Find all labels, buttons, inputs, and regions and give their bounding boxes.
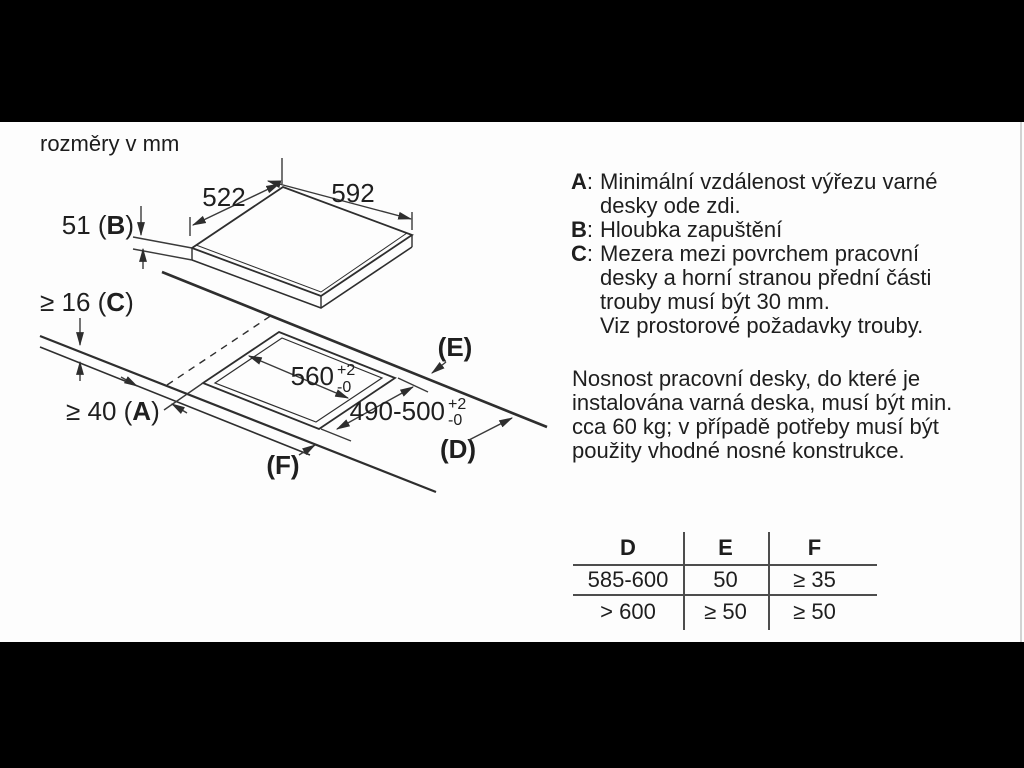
note-line: použity vhodné nosné konstrukce. <box>572 438 905 463</box>
legend-item-c: C: Mezera mezi povrchem pracovní desky a horní stranou přední části trouby musí být 30 mm. Viz prostorové požadavky trouby. <box>571 241 932 338</box>
ref-label-f: (F) <box>266 450 300 480</box>
table-cell: ≥ 50 <box>793 599 836 624</box>
ref-label-e: (E) <box>437 332 473 362</box>
table-header-e: E <box>718 535 733 560</box>
legend-a-line: Minimální vzdálenost výřezu varné <box>600 169 938 194</box>
table-cell: ≥ 50 <box>704 599 747 624</box>
legend-item-a: A: Minimální vzdálenost výřezu varné desky ode zdi. <box>571 169 938 218</box>
cutout-width-value: 560 <box>290 361 334 391</box>
cutout-depth-tol-minus: -0 <box>448 412 463 429</box>
cutout-width-tol-minus: -0 <box>337 379 352 396</box>
installation-diagram <box>0 122 560 642</box>
legend-c-line: Viz prostorové požadavky trouby. <box>600 313 924 338</box>
dashed-alignment-line <box>167 315 272 385</box>
legend-b-line: Hloubka zapuštění <box>600 217 783 242</box>
table-row <box>573 566 877 594</box>
cutout-width-tol-plus: +2 <box>337 362 356 379</box>
recess-extension-bottom <box>133 249 192 260</box>
note-line: instalována varná deska, musí být min. <box>572 390 953 415</box>
legend-c-line: Mezera mezi povrchem pracovní <box>600 241 920 266</box>
wall-gap-label: ≥ 40 (A) <box>66 396 160 426</box>
units-label: rozměry v mm <box>40 131 180 156</box>
note-line: Nosnost pracovní desky, do které je <box>572 366 921 391</box>
table-header-row <box>573 534 877 562</box>
legend-key-c: C <box>571 241 587 266</box>
legend-key-b: B <box>571 217 587 242</box>
legend-item-b: B: Hloubka zapuštění <box>571 217 783 242</box>
recess-extension-top <box>133 237 192 248</box>
cutout-depth-value: 490-500 <box>349 396 445 426</box>
def-dimension-table <box>573 532 877 630</box>
manual-page <box>0 122 1024 642</box>
cutout-depth-extension-line-right <box>398 378 428 392</box>
note-line: cca 60 kg; v případě potřeby musí být <box>572 414 939 439</box>
legend-key-a: A <box>571 169 587 194</box>
dim-522-label: 522 <box>202 182 246 212</box>
table-row <box>573 598 877 626</box>
cutout-depth-extension-line-bottom <box>321 429 351 441</box>
right-edge-artifact <box>1020 122 1022 642</box>
ref-arrow-e <box>432 362 446 373</box>
table-cell: ≥ 35 <box>793 567 836 592</box>
legend-c-line: trouby musí být 30 mm. <box>600 289 830 314</box>
thickness-label: ≥ 16 (C) <box>40 287 134 317</box>
dim-592-label: 592 <box>331 178 375 208</box>
legend-c-line: desky a horní stranou přední části <box>600 265 932 290</box>
table-cell: 585-600 <box>587 567 669 592</box>
table-header-f: F <box>807 535 822 560</box>
table-header-d: D <box>620 535 636 560</box>
ref-label-d: (D) <box>439 434 477 464</box>
legend <box>571 170 937 338</box>
legend-a-line: desky ode zdi. <box>600 193 741 218</box>
table-cell: 50 <box>713 567 738 592</box>
load-capacity-note <box>572 367 952 463</box>
table-rule-horizontal <box>573 594 877 596</box>
ref-arrow-d <box>469 418 512 440</box>
recess-label: 51 (B) <box>61 210 134 240</box>
table-cell: > 600 <box>600 599 656 624</box>
wall-gap-arrow-left <box>121 377 137 386</box>
cutout-depth-tol-plus: +2 <box>448 396 467 413</box>
